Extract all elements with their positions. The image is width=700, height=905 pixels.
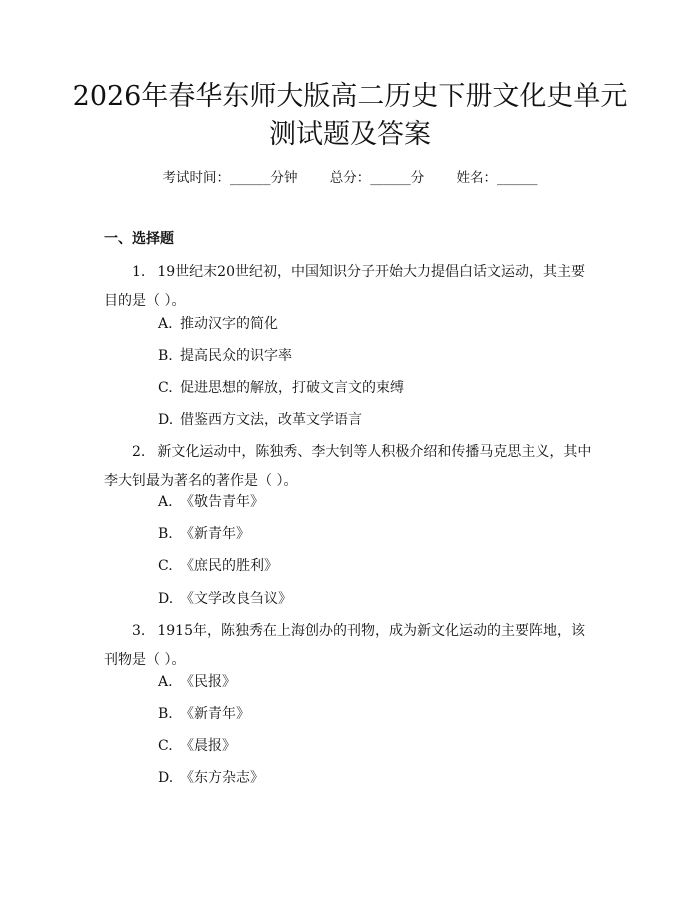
- option-letter: A.: [158, 316, 173, 332]
- section-heading: 一、选择题: [104, 231, 174, 247]
- option-text: 促进思想的解放，打破文言文的束缚: [180, 380, 404, 396]
- question-stem: 1915年，陈独秀在上海创办的刊物，成为新文化运动的主要阵地，该刊物是（ ）。: [104, 623, 585, 668]
- option-letter: B.: [158, 526, 173, 542]
- exam-time-field: 考试时间：______分钟: [162, 170, 298, 186]
- option-2a: [158, 491, 264, 513]
- option-text: 借鉴西方文法，改革文学语言: [180, 412, 362, 428]
- option-text: 《东方杂志》: [180, 770, 264, 786]
- question-number: 3.: [132, 623, 146, 639]
- document-title: 2026年春华东师大版高二历史下册文化史单元测试题及答案: [72, 81, 628, 150]
- option-letter: B.: [158, 706, 173, 722]
- question-number: 2.: [132, 444, 146, 460]
- option-text: 《文学改良刍议》: [180, 591, 292, 607]
- option-letter: D.: [158, 591, 174, 607]
- question-stem: 新文化运动中，陈独秀、李大钊等人积极介绍和传播马克思主义，其中李大钊最为著名的著作是（ ）。: [104, 444, 592, 489]
- option-1b: [158, 345, 292, 367]
- option-letter: C.: [158, 380, 173, 396]
- option-1a: [158, 313, 278, 335]
- option-letter: B.: [158, 348, 173, 364]
- option-2d: [158, 588, 292, 610]
- option-3b: [158, 703, 250, 725]
- option-3c: [158, 735, 236, 757]
- question-1: [104, 258, 597, 316]
- option-text: 《庶民的胜利》: [180, 558, 278, 574]
- option-letter: D.: [158, 412, 174, 428]
- question-2: [104, 438, 597, 496]
- option-2c: [158, 555, 278, 577]
- option-letter: C.: [158, 558, 173, 574]
- option-text: 《晨报》: [180, 738, 236, 754]
- option-3d: [158, 767, 264, 789]
- option-3a: [158, 671, 236, 693]
- option-letter: D.: [158, 770, 174, 786]
- student-name-field: 姓名：______: [456, 170, 538, 186]
- option-letter: C.: [158, 738, 173, 754]
- question-number: 1.: [132, 264, 146, 280]
- option-text: 提高民众的识字率: [180, 348, 292, 364]
- option-letter: A.: [158, 674, 173, 690]
- question-stem: 19世纪末20世纪初，中国知识分子开始大力提倡白话文运动，其主要目的是（ ）。: [104, 264, 585, 309]
- option-letter: A.: [158, 494, 173, 510]
- option-2b: [158, 523, 250, 545]
- option-1d: [158, 409, 362, 431]
- exam-meta: [0, 168, 700, 188]
- question-3: [104, 617, 597, 675]
- option-text: 《新青年》: [180, 706, 250, 722]
- option-text: 《民报》: [180, 674, 236, 690]
- option-text: 推动汉字的简化: [180, 316, 278, 332]
- option-1c: [158, 377, 404, 399]
- option-text: 《新青年》: [180, 526, 250, 542]
- option-text: 《敬告青年》: [180, 494, 264, 510]
- total-score-field: 总分：______分: [329, 170, 425, 186]
